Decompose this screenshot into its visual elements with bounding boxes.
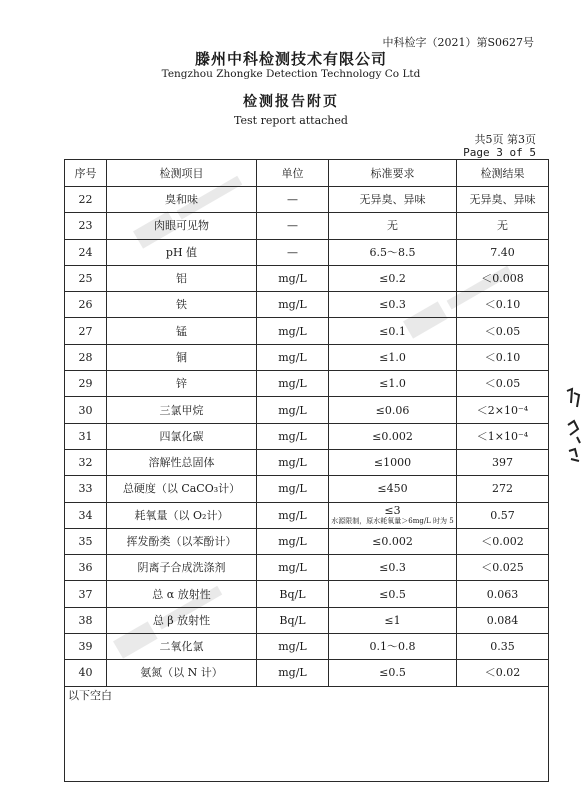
cell-result: 0.35 <box>457 634 549 660</box>
seal-fragment <box>565 385 582 465</box>
cell-standard: ≤1.0 <box>329 371 457 397</box>
cell-item: 肉眼可见物 <box>107 213 257 239</box>
cell-item: 臭和味 <box>107 187 257 213</box>
cell-standard: ≤0.3 <box>329 555 457 581</box>
cell-standard: ≤0.5 <box>329 581 457 607</box>
cell-standard: ≤0.2 <box>329 265 457 291</box>
cell-result: 272 <box>457 476 549 502</box>
cell-item: 溶解性总固体 <box>107 449 257 475</box>
cell-no: 24 <box>65 239 107 265</box>
cell-item: 铝 <box>107 265 257 291</box>
table-row <box>65 449 549 475</box>
cell-item: 氨氮（以 N 计） <box>107 660 257 686</box>
cell-standard: ≤1000 <box>329 449 457 475</box>
cell-no: 26 <box>65 292 107 318</box>
cell-standard: ≤1 <box>329 607 457 633</box>
page-indicator-en: Page 3 of 5 <box>463 146 536 159</box>
cell-unit: Bq/L <box>257 581 329 607</box>
table-row <box>65 344 549 370</box>
cell-result: ＜0.05 <box>457 371 549 397</box>
cell-standard: 无 <box>329 213 457 239</box>
cell-unit: mg/L <box>257 528 329 554</box>
cell-unit: mg/L <box>257 660 329 686</box>
remark-text: 以下空白 <box>68 688 112 702</box>
cell-standard: ≤0.3 <box>329 292 457 318</box>
page-indicator-cn: 共5页 第3页 <box>474 133 536 146</box>
table-row <box>65 660 549 686</box>
cell-item: 总硬度（以 CaCO₃计） <box>107 476 257 502</box>
cell-result: ＜0.002 <box>457 528 549 554</box>
cell-unit: mg/L <box>257 265 329 291</box>
cell-standard <box>329 502 457 528</box>
company-name-cn: 滕州中科检测技术有限公司 <box>194 50 387 68</box>
cell-result: 0.57 <box>457 502 549 528</box>
table-body <box>65 187 549 687</box>
header-no: 序号 <box>65 160 107 187</box>
cell-item: 耗氧量（以 O₂计） <box>107 502 257 528</box>
table-header-row <box>65 160 549 187</box>
cell-standard: ≤0.002 <box>329 423 457 449</box>
remark-cell <box>65 686 549 781</box>
table-row <box>65 318 549 344</box>
table-row <box>65 476 549 502</box>
header-standard: 标准要求 <box>329 160 457 187</box>
cell-standard: ≤450 <box>329 476 457 502</box>
cell-result: ＜0.02 <box>457 660 549 686</box>
table-row <box>65 239 549 265</box>
table-row <box>65 607 549 633</box>
cell-unit: — <box>257 187 329 213</box>
cell-no: 33 <box>65 476 107 502</box>
cell-no: 23 <box>65 213 107 239</box>
test-results-table <box>64 159 549 782</box>
cell-unit: mg/L <box>257 476 329 502</box>
cell-item: 铜 <box>107 344 257 370</box>
cell-unit: mg/L <box>257 371 329 397</box>
cell-item: 锌 <box>107 371 257 397</box>
cell-unit: mg/L <box>257 318 329 344</box>
remark-row <box>65 686 549 781</box>
company-name-en: Tengzhou Zhongke Detection Technology Co Ltd <box>161 68 421 80</box>
page-title-cn: 检测报告附页 <box>243 94 339 110</box>
cell-item: 锰 <box>107 318 257 344</box>
page-title-en: Test report attached <box>234 114 348 127</box>
cell-no: 30 <box>65 397 107 423</box>
cell-standard: ≤0.06 <box>329 397 457 423</box>
cell-no: 40 <box>65 660 107 686</box>
table-row <box>65 292 549 318</box>
cell-result: ＜0.05 <box>457 318 549 344</box>
table-row <box>65 581 549 607</box>
cell-result: ＜0.10 <box>457 292 549 318</box>
cell-unit: mg/L <box>257 449 329 475</box>
cell-no: 32 <box>65 449 107 475</box>
table-row <box>65 423 549 449</box>
cell-item: 三氯甲烷 <box>107 397 257 423</box>
cell-no: 29 <box>65 371 107 397</box>
cell-result: 0.084 <box>457 607 549 633</box>
cell-result: ＜0.025 <box>457 555 549 581</box>
cell-result: ＜1×10⁻⁴ <box>457 423 549 449</box>
cell-result: ＜0.10 <box>457 344 549 370</box>
standard-value: ≤3 <box>384 504 401 518</box>
cell-no: 28 <box>65 344 107 370</box>
standard-note: 水源限制，原水耗氧量＞6mg/L 时为 5 <box>331 517 454 526</box>
cell-result: ＜0.008 <box>457 265 549 291</box>
cell-unit: — <box>257 239 329 265</box>
table-row <box>65 187 549 213</box>
cell-no: 35 <box>65 528 107 554</box>
table-row <box>65 528 549 554</box>
cell-standard: ≤1.0 <box>329 344 457 370</box>
cell-standard: 6.5～8.5 <box>329 239 457 265</box>
table-row <box>65 502 549 528</box>
cell-unit: mg/L <box>257 555 329 581</box>
cell-unit: Bq/L <box>257 607 329 633</box>
cell-result: ＜2×10⁻⁴ <box>457 397 549 423</box>
cell-item: 总 β 放射性 <box>107 607 257 633</box>
cell-result: 0.063 <box>457 581 549 607</box>
cell-result: 7.40 <box>457 239 549 265</box>
cell-no: 25 <box>65 265 107 291</box>
cell-no: 34 <box>65 502 107 528</box>
table-row <box>65 397 549 423</box>
cell-unit: mg/L <box>257 397 329 423</box>
cell-standard: ≤0.002 <box>329 528 457 554</box>
cell-standard: ≤0.1 <box>329 318 457 344</box>
report-reference-number: 中科检字（2021）第S0627号 <box>382 36 534 49</box>
cell-unit: mg/L <box>257 292 329 318</box>
cell-item: 总 α 放射性 <box>107 581 257 607</box>
cell-item: 四氯化碳 <box>107 423 257 449</box>
table-row <box>65 555 549 581</box>
cell-unit: — <box>257 213 329 239</box>
cell-unit: mg/L <box>257 423 329 449</box>
cell-no: 39 <box>65 634 107 660</box>
cell-item: 阴离子合成洗涤剂 <box>107 555 257 581</box>
cell-standard: 0.1～0.8 <box>329 634 457 660</box>
cell-no: 38 <box>65 607 107 633</box>
cell-result: 无 <box>457 213 549 239</box>
cell-no: 27 <box>65 318 107 344</box>
cell-result: 397 <box>457 449 549 475</box>
table-row <box>65 371 549 397</box>
cell-result: 无异臭、异味 <box>457 187 549 213</box>
cell-unit: mg/L <box>257 634 329 660</box>
cell-no: 37 <box>65 581 107 607</box>
cell-item: 二氧化氯 <box>107 634 257 660</box>
cell-standard: ≤0.5 <box>329 660 457 686</box>
cell-unit: mg/L <box>257 502 329 528</box>
cell-item: 挥发酚类（以苯酚计） <box>107 528 257 554</box>
header-unit: 单位 <box>257 160 329 187</box>
cell-no: 31 <box>65 423 107 449</box>
table-row <box>65 265 549 291</box>
cell-unit: mg/L <box>257 344 329 370</box>
cell-standard: 无异臭、异味 <box>329 187 457 213</box>
cell-no: 36 <box>65 555 107 581</box>
cell-no: 22 <box>65 187 107 213</box>
table-row <box>65 634 549 660</box>
table-row <box>65 213 549 239</box>
cell-item: 铁 <box>107 292 257 318</box>
header-result: 检测结果 <box>457 160 549 187</box>
header-item: 检测项目 <box>107 160 257 187</box>
cell-item: pH 值 <box>107 239 257 265</box>
